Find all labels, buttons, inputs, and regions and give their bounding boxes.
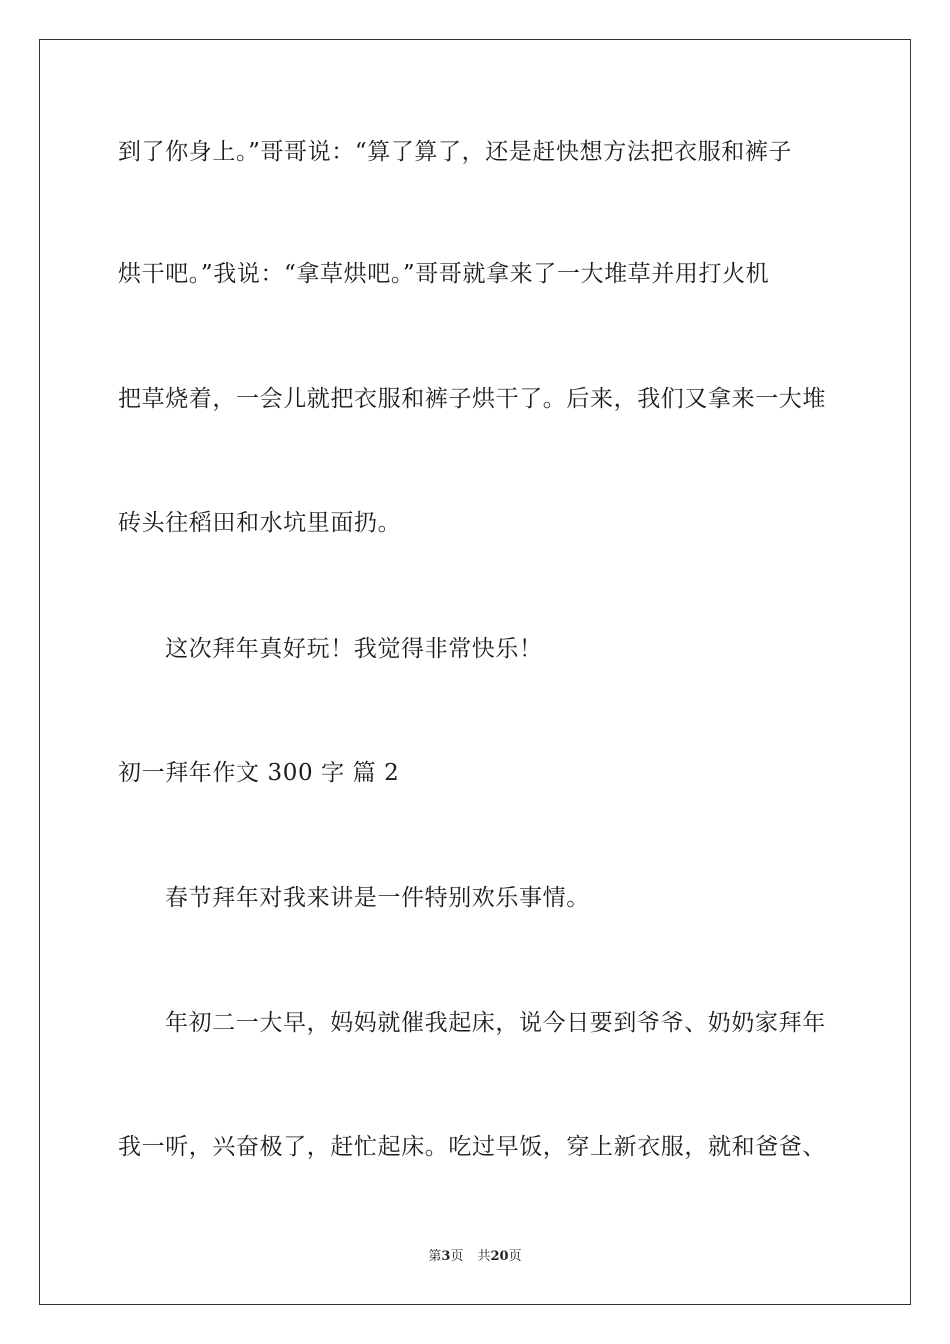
footer-total-number: 20 [490, 1249, 509, 1264]
body-line-2: 烘干吧。”我说：“拿草烘吧。”哥哥就拿来了一大堆草并用打火机 [118, 261, 770, 287]
body-line-8: 年初二一大早，妈妈就催我起床，说今日要到爷爷、奶奶家拜年 [165, 1010, 826, 1036]
body-line-4: 砖头往稻田和水坑里面扔。 [118, 510, 402, 536]
footer-total-suffix: 页 [508, 1249, 522, 1264]
body-line-1: 到了你身上。”哥哥说：“算了算了，还是赶快想方法把衣服和裤子 [118, 139, 793, 165]
footer-page-number: 3 [441, 1249, 451, 1264]
footer-page-prefix: 第 [428, 1249, 442, 1264]
footer-total-prefix: 共 [477, 1249, 491, 1264]
body-line-3: 把草烧着，一会儿就把衣服和裤子烘干了。后来，我们又拿来一大堆 [118, 386, 826, 412]
page-border [39, 39, 911, 1305]
section-heading: 初一拜年作文 300 字 篇 2 [118, 760, 400, 786]
body-line-9: 我一听，兴奋极了，赶忙起床。吃过早饭，穿上新衣服，就和爸爸、 [118, 1134, 826, 1160]
body-line-5: 这次拜年真好玩！我觉得非常快乐！ [165, 636, 543, 662]
footer-page-suffix: 页 [450, 1249, 464, 1264]
page-footer [0, 1248, 950, 1266]
body-line-7: 春节拜年对我来讲是一件特别欢乐事情。 [165, 885, 590, 911]
